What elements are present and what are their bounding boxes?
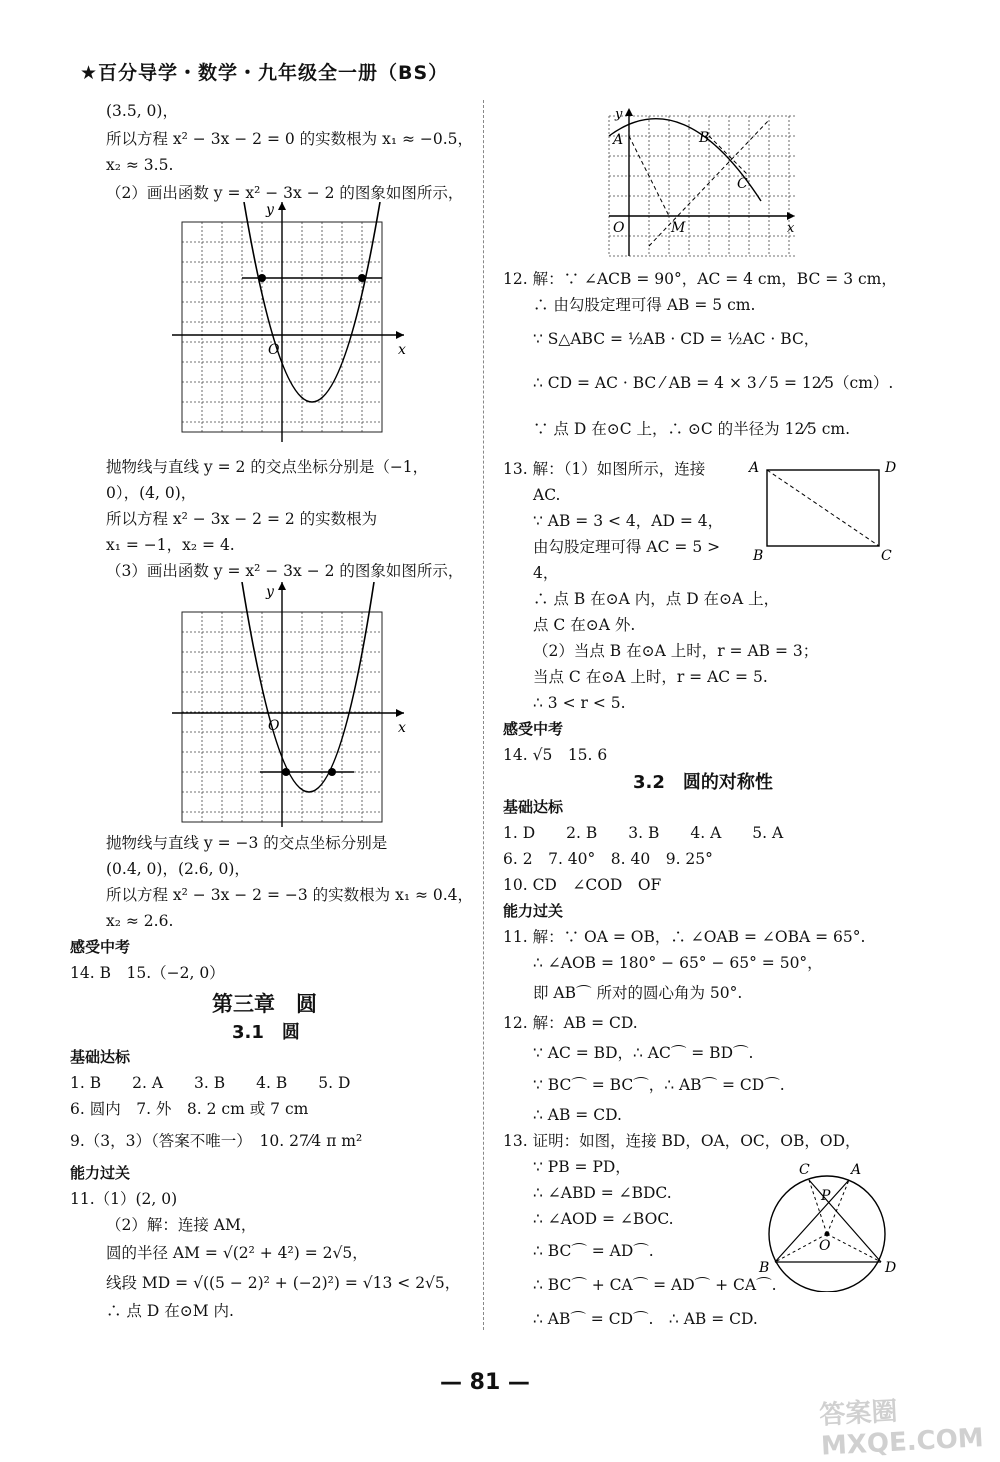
circle-label-b: B: [759, 1260, 770, 1276]
text-line: 抛物线与直线 y = 2 的交点坐标分别是（−1，: [106, 458, 429, 476]
point-label-m: M: [671, 220, 686, 236]
y-axis-label: y: [615, 107, 623, 122]
text-line: 所以方程 x² − 3x − 2 = 0 的实数根为 x₁ ≈ −0.5，: [106, 130, 474, 148]
section-heading: 基础达标: [503, 798, 564, 816]
circle-label-d: D: [885, 1260, 897, 1276]
section-heading: 能力过关: [70, 1164, 131, 1182]
text-line: ∴ ∠ABD = ∠BDC.: [533, 1184, 672, 1202]
parabola-graph-2: [172, 582, 412, 832]
text-line: （2）解：连接 AM，: [106, 1216, 257, 1234]
x-axis-label: x: [398, 342, 406, 358]
text-line: ∴ BC⌒ + CA⌒ = AD⌒ + CA⌒.: [533, 1276, 777, 1294]
text-line: ∴ CD = AC · BC ⁄ AB = 4 × 3 ⁄ 5 = 12⁄5（cm）.: [533, 374, 894, 392]
text-line: 6. 圆内 7. 外 8. 2 cm 或 7 cm: [70, 1100, 309, 1118]
text-line: ∵ PB = PD，: [533, 1158, 631, 1176]
text-line: （3）画出函数 y = x² − 3x − 2 的图象如图所示，: [106, 562, 464, 580]
circle-figure: [757, 1152, 907, 1292]
rect-label-d: D: [885, 460, 897, 476]
circle-label-o: O: [819, 1238, 831, 1254]
parabola-graph-1: [172, 202, 412, 452]
text-line: x₂ ≈ 2.6.: [106, 912, 174, 930]
text-line: ∴ 3 < r < 5.: [533, 694, 626, 712]
text-line: (0.4, 0)，(2.6, 0)，: [106, 860, 250, 878]
text-line: 所以方程 x² − 3x − 2 = −3 的实数根为 x₁ ≈ 0.4，: [106, 886, 474, 904]
text-line: ∵ 点 D 在⊙C 上，∴ ⊙C 的半径为 12⁄5 cm.: [533, 420, 851, 438]
text-line: ∴ ∠AOD = ∠BOC.: [533, 1210, 674, 1228]
text-line: ∵ AB = 3 < 4，AD = 4，: [533, 512, 724, 530]
origin-label: O: [268, 342, 280, 358]
text-line: ∵ AC = BD，∴ AC⌒ = BD⌒.: [533, 1044, 754, 1062]
text-line: 1. D 2. B 3. B 4. A 5. A: [503, 824, 784, 842]
text-line: 所以方程 x² − 3x − 2 = 2 的实数根为: [106, 510, 378, 528]
text-line: 10. CD ∠COD OF: [503, 876, 662, 894]
text-line: x₁ = −1，x₂ = 4.: [106, 536, 235, 554]
rect-label-a: A: [749, 460, 760, 476]
circle-label-p: P: [821, 1188, 831, 1204]
text-line: x₂ ≈ 3.5.: [106, 156, 174, 174]
point-label-a: A: [613, 132, 624, 148]
x-axis-label: x: [787, 221, 795, 236]
text-line: 14. B 15.（−2, 0）: [70, 964, 225, 982]
chapter-title: 第三章 圆: [212, 992, 317, 1016]
section-title: 3.1 圆: [232, 1022, 300, 1043]
text-line: 12. 解：∵ ∠ACB = 90°，AC = 4 cm，BC = 3 cm，: [503, 270, 897, 288]
text-line: 0），(4, 0)，: [106, 484, 197, 502]
rect-label-c: C: [881, 548, 892, 564]
section-heading: 能力过关: [503, 902, 564, 920]
page-header: ★百分导学・数学・九年级全一册（BS）: [80, 62, 449, 84]
text-line: 点 C 在⊙A 外.: [533, 616, 636, 634]
text-line: 9.（3，3）（答案不唯一） 10. 27⁄4 π m²: [70, 1132, 363, 1150]
x-axis-label: x: [398, 720, 406, 736]
point-label-c: C: [737, 176, 748, 192]
text-line: 13. 证明：如图，连接 BD，OA，OC，OB，OD，: [503, 1132, 861, 1150]
text-line: ∴ ∠AOB = 180° − 65° − 65° = 50°，: [533, 954, 823, 972]
page-number: — 81 —: [440, 1370, 530, 1395]
text-line: （2）当点 B 在⊙A 上时，r = AB = 3；: [533, 642, 819, 660]
text-line: 圆的半径 AM = √(2² + 4²) = 2√5，: [106, 1244, 368, 1262]
circle-label-c: C: [799, 1162, 810, 1178]
rect-label-b: B: [753, 548, 764, 564]
circle-label-a: A: [851, 1162, 862, 1178]
origin-label: O: [268, 718, 280, 734]
rectangle-figure: [747, 454, 903, 564]
text-line: ∴ 点 B 在⊙A 内，点 D 在⊙A 上，: [533, 590, 780, 608]
text-line: 11.（1）(2, 0): [70, 1190, 178, 1208]
text-line: 14. √5 15. 6: [503, 746, 608, 764]
section-heading: 感受中考: [70, 938, 131, 956]
text-line: ∵ S△ABC = ½AB · CD = ½AC · BC，: [533, 330, 820, 348]
text-line: 11. 解：∵ OA = OB，∴ ∠OAB = ∠OBA = 65°.: [503, 928, 866, 946]
y-axis-label: y: [266, 584, 274, 600]
origin-label: O: [613, 220, 625, 236]
text-line: ∴ AB = CD.: [533, 1106, 622, 1124]
section-title: 3.2 圆的对称性: [633, 772, 773, 793]
text-line: 6. 2 7. 40° 8. 40 9. 25°: [503, 850, 713, 868]
text-line: ∴ BC⌒ = AD⌒.: [533, 1242, 654, 1260]
section-heading: 感受中考: [503, 720, 564, 738]
y-axis-label: y: [266, 202, 274, 218]
text-line: 4，: [533, 564, 559, 582]
text-line: 1. B 2. A 3. B 4. B 5. D: [70, 1074, 351, 1092]
text-line: (3.5, 0)，: [106, 102, 178, 120]
text-line: ∴ AB⌒ = CD⌒. ∴ AB = CD.: [533, 1310, 758, 1328]
text-line: 线段 MD = √((5 − 2)² + (−2)²) = √13 < 2√5，: [106, 1274, 461, 1292]
arc-grid-figure: [603, 106, 803, 266]
section-heading: 基础达标: [70, 1048, 131, 1066]
text-line: 由勾股定理可得 AC = 5 >: [533, 538, 721, 556]
text-line: 当点 C 在⊙A 上时，r = AC = 5.: [533, 668, 768, 686]
text-line: 13. 解：（1）如图所示，连接: [503, 460, 706, 478]
text-line: ∴ 点 D 在⊙M 内.: [106, 1302, 234, 1320]
watermark: 答案圈 MXQE.COM: [818, 1396, 985, 1462]
text-line: AC.: [533, 486, 561, 504]
text-line: 即 AB⌒ 所对的圆心角为 50°.: [533, 984, 743, 1002]
text-line: （2）画出函数 y = x² − 3x − 2 的图象如图所示，: [106, 184, 464, 202]
text-line: ∵ BC⌒ = BC⌒，∴ AB⌒ = CD⌒.: [533, 1076, 785, 1094]
text-line: ∴ 由勾股定理可得 AB = 5 cm.: [533, 296, 756, 314]
text-line: 抛物线与直线 y = −3 的交点坐标分别是: [106, 834, 388, 852]
point-label-b: B: [699, 130, 710, 146]
text-line: 12. 解：AB = CD.: [503, 1014, 638, 1032]
column-divider: [483, 100, 484, 1330]
